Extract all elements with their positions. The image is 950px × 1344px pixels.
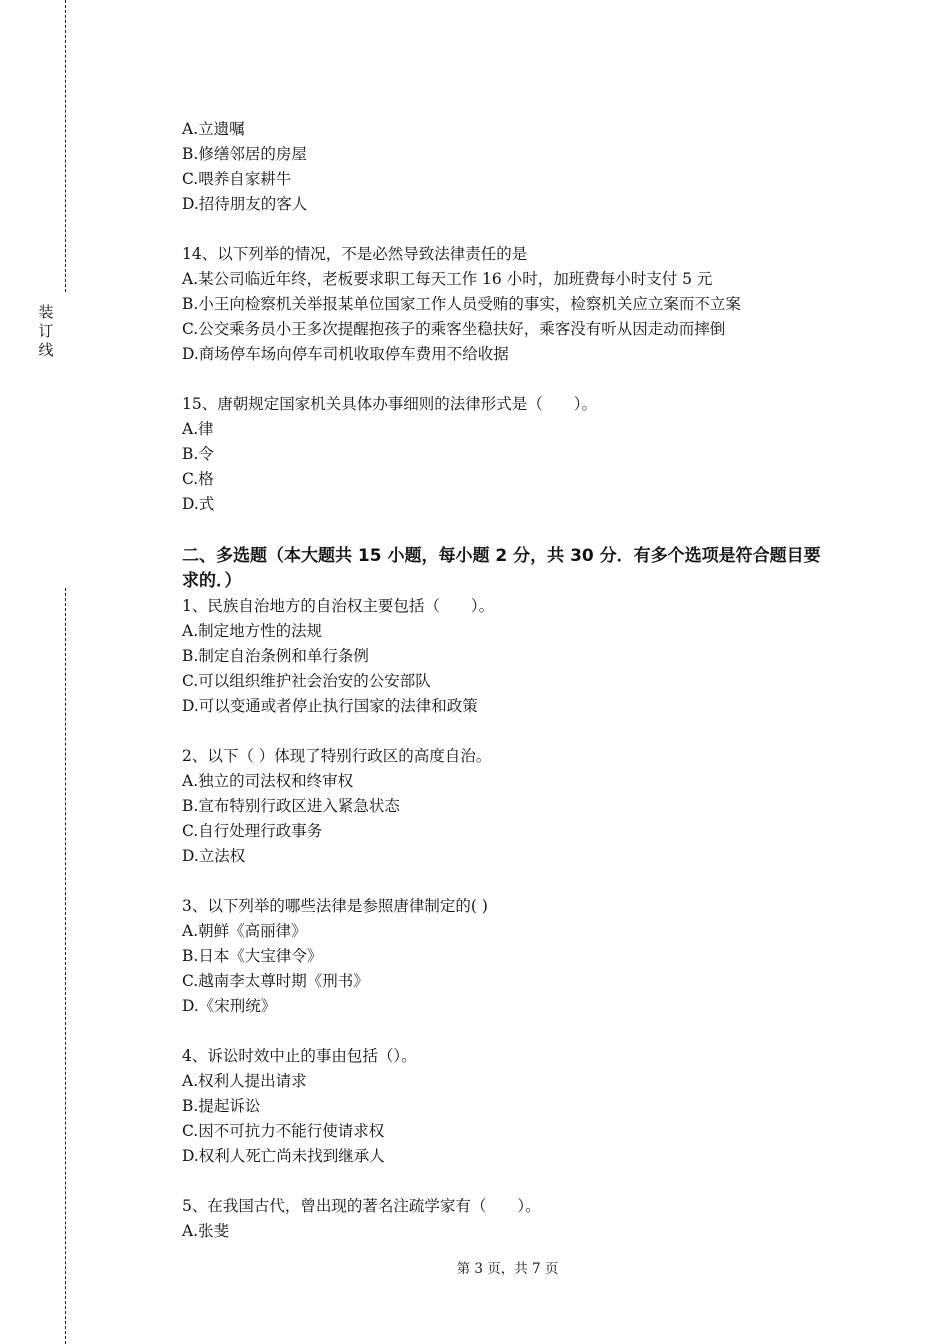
option: B.小王向检察机关举报某单位国家工作人员受贿的事实，检察机关应立案而不立案 xyxy=(182,295,741,313)
option: B.制定自治条例和单行条例 xyxy=(182,647,369,665)
option: A.立遗嘱 xyxy=(182,120,245,138)
option: A.独立的司法权和终审权 xyxy=(182,772,354,790)
option: A.某公司临近年终，老板要求职工每天工作 16 小时，加班费每小时支付 5 元 xyxy=(182,270,713,288)
binding-label-char: 订 xyxy=(38,322,54,340)
binding-label-char: 装 xyxy=(38,303,54,321)
option: D.立法权 xyxy=(182,847,246,865)
question-stem: 14、以下列举的情况，不是必然导致法律责任的是 xyxy=(182,245,528,263)
option: A.律 xyxy=(182,420,214,438)
option: D.可以变通或者停止执行国家的法律和政策 xyxy=(182,697,478,715)
option: C.可以组织维护社会治安的公安部队 xyxy=(182,672,431,690)
option: A.张斐 xyxy=(182,1222,230,1240)
option: A.制定地方性的法规 xyxy=(182,622,323,640)
section-heading: 二、多选题（本大题共 15 小题，每小题 2 分，共 30 分．有多个选项是符合题目要求的．） xyxy=(182,546,821,591)
option: C.越南李太尊时期《刑书》 xyxy=(182,972,369,990)
option: D.商场停车场向停车司机收取停车费用不给收据 xyxy=(182,345,509,363)
option: B.宣布特别行政区进入紧急状态 xyxy=(182,797,400,815)
option: D.《宋刑统》 xyxy=(182,997,277,1015)
page-footer: 第 3 页，共 7 页 xyxy=(456,1261,559,1277)
option: B.提起诉讼 xyxy=(182,1097,261,1115)
option: B.修缮邻居的房屋 xyxy=(182,145,307,163)
option: C.公交乘务员小王多次提醒抱孩子的乘客坐稳扶好，乘客没有听从因走动而摔倒 xyxy=(182,320,726,338)
option: C.自行处理行政事务 xyxy=(182,822,323,840)
option: C.因不可抗力不能行使请求权 xyxy=(182,1122,385,1140)
question-stem: 3、以下列举的哪些法律是参照唐律制定的( ) xyxy=(182,897,488,915)
option: D.权利人死亡尚未找到继承人 xyxy=(182,1147,385,1165)
option: A.权利人提出请求 xyxy=(182,1072,307,1090)
question-stem: 1、民族自治地方的自治权主要包括（ ）。 xyxy=(182,597,495,615)
binding-line-top xyxy=(65,0,66,292)
binding-line-bottom xyxy=(65,588,66,1344)
option: D.式 xyxy=(182,495,215,513)
option: C.喂养自家耕牛 xyxy=(182,170,292,188)
question-stem: 2、以下（ ）体现了特别行政区的高度自治。 xyxy=(182,747,492,765)
option: C.格 xyxy=(182,470,214,488)
binding-label-char: 线 xyxy=(38,341,54,359)
binding-label xyxy=(37,303,55,360)
option: A.朝鲜《高丽律》 xyxy=(182,922,307,940)
page-content xyxy=(182,117,832,1244)
option: B.日本《大宝律令》 xyxy=(182,947,323,965)
option: D.招待朋友的客人 xyxy=(182,195,308,213)
question-stem: 4、诉讼时效中止的事由包括（）。 xyxy=(182,1047,417,1065)
question-stem: 5、在我国古代，曾出现的著名注疏学家有（ ）。 xyxy=(182,1197,541,1215)
option: B.令 xyxy=(182,445,214,463)
question-stem: 15、唐朝规定国家机关具体办事细则的法律形式是（ ）。 xyxy=(182,395,597,413)
